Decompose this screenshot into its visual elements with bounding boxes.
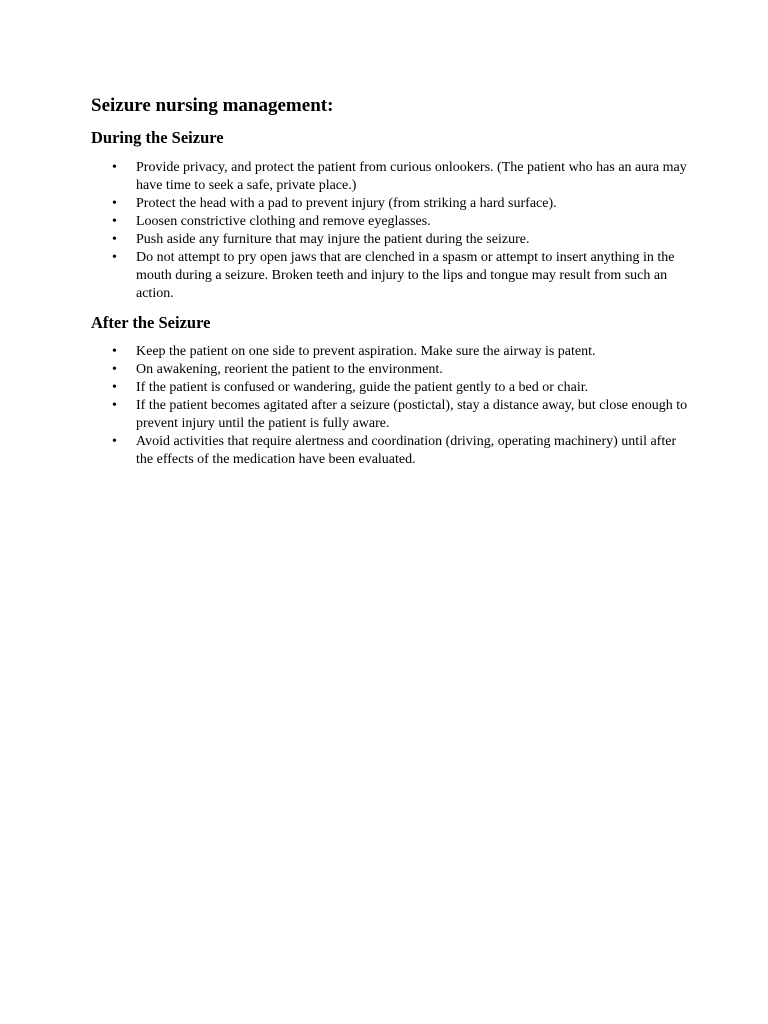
bullet-icon: •	[112, 250, 117, 265]
bullet-icon: •	[112, 214, 117, 229]
bullet-icon: •	[112, 232, 117, 247]
list-item-text: Loosen constrictive clothing and remove eyeglasses.	[136, 214, 431, 229]
bullet-list-during-seizure	[91, 159, 691, 303]
list-item	[91, 361, 691, 379]
list-item-text: Do not attempt to pry open jaws that are clenched in a spasm or attempt to insert anything in the mouth during a seizure. Broken teeth and injury to the lips and tongue may result from such an action.	[136, 250, 675, 301]
list-item-text: Protect the head with a pad to prevent injury (from striking a hard surface).	[136, 196, 557, 211]
list-item-text: Keep the patient on one side to prevent aspiration. Make sure the airway is patent.	[136, 344, 596, 359]
list-item	[91, 397, 691, 433]
list-item-text: If the patient becomes agitated after a seizure (postictal), stay a distance away, but close enough to prevent injury until the patient is fully aware.	[136, 398, 688, 431]
list-item-text: If the patient is confused or wandering, guide the patient gently to a bed or chair.	[136, 380, 589, 395]
list-item	[91, 433, 691, 469]
section-heading-after-seizure: After the Seizure	[91, 313, 211, 332]
bullet-icon: •	[112, 160, 117, 175]
bullet-icon: •	[112, 344, 117, 359]
list-item-text: On awakening, reorient the patient to the environment.	[136, 362, 443, 377]
list-item-text: Provide privacy, and protect the patient from curious onlookers. (The patient who has an aura may have time to seek a safe, private place.)	[136, 160, 687, 193]
list-item	[91, 231, 691, 249]
list-item	[91, 343, 691, 361]
list-item	[91, 159, 691, 195]
bullet-icon: •	[112, 380, 117, 395]
bullet-list-after-seizure	[91, 343, 691, 469]
bullet-icon: •	[112, 196, 117, 211]
document-title: Seizure nursing management:	[91, 95, 334, 116]
bullet-icon: •	[112, 398, 117, 413]
list-item-text: Push aside any furniture that may injure the patient during the seizure.	[136, 232, 530, 247]
bullet-icon: •	[112, 362, 117, 377]
list-item	[91, 249, 691, 303]
bullet-icon: •	[112, 434, 117, 449]
list-item-text: Avoid activities that require alertness and coordination (driving, operating machinery) until after the effects of the medication have been evaluated.	[136, 434, 677, 467]
list-item	[91, 213, 691, 231]
list-item	[91, 195, 691, 213]
list-item	[91, 379, 691, 397]
section-heading-during-seizure: During the Seizure	[91, 128, 224, 147]
